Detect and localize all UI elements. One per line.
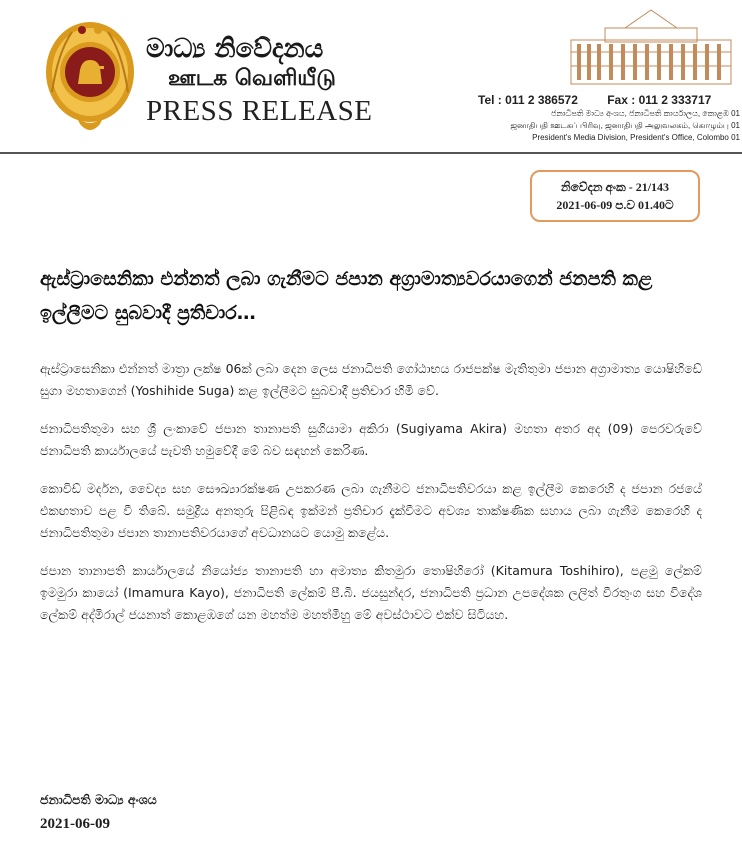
title-tamil: ஊடக வெளியீடு — [168, 66, 336, 91]
reference-datetime: 2021-06-09 ප.ව 01.40ට — [556, 198, 674, 212]
address-english: President's Media Division, President's Office, Colombo 01 — [532, 133, 740, 142]
title-sinhala: මාධ්‍ය නිවේදනය — [146, 34, 324, 64]
headline: ඇස්ට්‍රාසෙනිකා එන්නත් ලබා ගැනීමට ජපාන අග්‍රාමාත්‍යවරයාගෙන් ජනපති කළ ඉල්ලීමට සුබවාදී ප්‍රතිචාර… — [40, 268, 653, 324]
presidential-secretariat-building-icon — [565, 6, 735, 88]
sri-lanka-emblem-icon — [42, 12, 138, 142]
paragraph: කොවිඩ් මර්දන, වෛද්‍ය සහ සෞඛ්‍යාරක්ෂණ උපකරණ ලබා ගැනීමට ජනාධිපතිවරයා කළ ඉල්ලීම කෙරෙහි ද ජපාන රජයේ එකඟතාව පළ වී තිබේ. සමුද්‍රීය අනතුරු පිළිබඳ ඉක්මන් ප්‍රතිචාර දැක්වීමට අවශ්‍ය තාක්ෂණික සහාය ලබා ගැනීම කෙරෙහි ද ජනාධිපතිතුමා ජපාන තානාපතිවරයාගේ අවධානයට යොමු කළේය. — [40, 481, 703, 540]
press-release-header — [0, 0, 742, 160]
phone-fax-line — [478, 92, 740, 108]
title-english: PRESS RELEASE — [146, 95, 373, 127]
address-sinhala: ජනාධිපති මාධ්‍ය අංශය, ජනාධිපති කාර්යාලය, කොළඹ 01 — [551, 109, 740, 118]
header-divider — [0, 152, 742, 154]
reference-box — [530, 170, 700, 222]
title-block — [146, 34, 372, 128]
signoff-date: 2021-06-09 — [40, 816, 110, 832]
paragraph: ජනාධිපතිතුමා සහ ශ්‍රී ලංකාවේ ජපාන තානාපති සුගියාමා අකිරා (Sugiyama Akira) මහතා අතර අද (09) පෙරවරුවේ ජනාධිපති කාර්යාලයේ පැවති හමුවේදී මේ බව සඳහන් කෙරිණ. — [40, 421, 702, 458]
reference-number: නිවේදන අංක - 21/143 — [560, 180, 670, 194]
tel-label: Tel — [478, 93, 495, 107]
paragraph: ජපාන තානාපති කාර්යාලයේ නියෝජ්‍ය තානාපති හා අමාත්‍ය කිතමුරා තොෂිහිරෝ (Kitamura Toshihiro), පළමු ලේකම් ඉමමුරා කායෝ (Imamura Kayo), ජනාධිපති ලේකම් පී.බී. ජයසුන්දර, ජනාධිපති ප්‍රධාන උපදේශක ලලිත් වීරතුංග සහ විදේශ ලේකම් අද්මිරාල් ජයනාත් කොළඹගේ යන මහත්ම මහත්මීහු මේ අවස්ථාවට එක්ව සිටියහ. — [40, 563, 702, 622]
contact-info — [478, 92, 740, 144]
address-tamil: ஜனாதிபதி ஊடகப் பிரிவு, ஜனாதிபதி அலுவலகம், கொழும்பு 01 — [510, 121, 740, 130]
tel-value: : 011 2 386572 — [497, 93, 578, 107]
signoff-division: ජනාධිපති මාධ්‍ය අංශය — [40, 792, 157, 807]
fax-value: : 011 2 333717 — [631, 93, 712, 107]
article-body — [40, 358, 702, 642]
fax-label: Fax — [607, 93, 628, 107]
paragraph: ඇස්ට්‍රාසෙනිකා එන්නත් මාත්‍රා ලක්ෂ 06ක් ලබා දෙන ලෙස ජනාධිපති ගෝඨාභය රාජපක්ෂ මැතිතුමා ජපාන අග්‍රාමාත්‍ය යොෂිහිඩේ සුගා මහතාගෙන් (Yoshihide Suga) කළ ඉල්ලීමට සුබවාදී ප්‍රතිචාර හිමි වේ. — [40, 361, 702, 398]
